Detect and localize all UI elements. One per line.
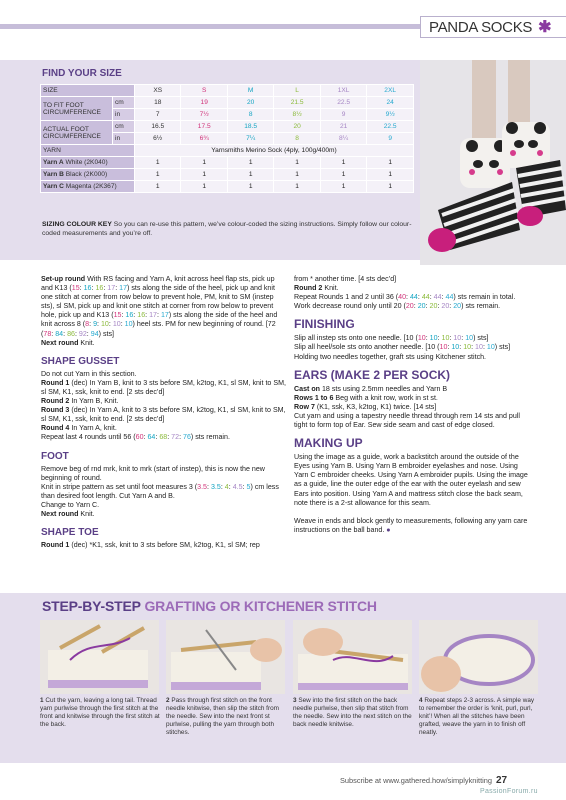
table-cell: 7¼: [227, 133, 273, 145]
step-photo-3: [293, 620, 412, 694]
paragraph: Set-up round With RS facing and Yarn A, knit across heel flap sts, pick up and K13 (15: 16: 16: 17: 17) sts along the side of the heel, pick up and knit one stitch at corner from row below to prevent hole, PM, knit to SM (instep sts), sl SM, pick up and knit one stitch at corner from row below to prevent hole, pick up and K13 (15: 16: 16: 17: 17) sts along the side of the heel and knit across 8 (8: 9: 10: 10: 10) heel sts. PM for new beginning of round. [72 (78: 84: 86: 92: 94) sts] Next round Knit.: [41, 275, 278, 347]
table-cell: 1: [320, 181, 366, 193]
table-cell: 1: [181, 157, 227, 169]
table-cell: 21: [320, 121, 366, 133]
key-title: SIZING COLOUR KEY: [42, 221, 112, 228]
size-2xl: 2XL: [367, 85, 414, 97]
table-row: [41, 85, 414, 97]
yarn-name: Yarn B: [43, 171, 64, 178]
step-number: 3: [293, 697, 297, 704]
table-cell: 17.5: [181, 121, 227, 133]
heading-shape-gusset: SHAPE GUSSET: [41, 355, 120, 367]
yarn-color: Black (2K000): [65, 171, 108, 178]
star-icon: ✱: [538, 19, 552, 36]
table-cell: 22.5: [320, 97, 366, 109]
page-title: PANDA SOCKS: [429, 18, 533, 36]
step-caption-2: [166, 697, 286, 737]
yarn-name: Yarn C: [43, 183, 64, 190]
table-cell: 20: [274, 121, 320, 133]
table-cell: 6½: [135, 133, 181, 145]
size-1xl: 1XL: [320, 85, 366, 97]
page-number: 27: [496, 775, 508, 786]
subscribe-link[interactable]: Subscribe at www.gathered.how/simplyknitting: [340, 776, 492, 785]
table-cell: 18: [135, 97, 181, 109]
heading-shape-toe: SHAPE TOE: [41, 527, 99, 539]
heading-foot: FOOT: [41, 450, 69, 462]
yarn-color: White (2K040): [65, 159, 108, 166]
table-cell: 24: [367, 97, 414, 109]
sizing-colour-key: [42, 220, 412, 238]
size-l: L: [274, 85, 320, 97]
table-cell: 22.5: [367, 121, 414, 133]
actual-circ-label: ACTUAL FOOT CIRCUMFERENCE: [41, 121, 113, 145]
page-footer: [340, 775, 507, 786]
table-cell: 18.5: [227, 121, 273, 133]
heading-ears: EARS (MAKE 2 PER SOCK): [294, 367, 451, 382]
step-text: Pass through first stitch on the front needle knitwise, then slip the stitch from the needle. Sew into the next front st purlwise, pulling the yarn through both stitches.: [166, 697, 279, 736]
header-stripe: [0, 24, 420, 29]
step-title-a: STEP-BY-STEP: [42, 598, 141, 614]
step-title-b: GRAFTING OR KITCHENER STITCH: [144, 598, 377, 614]
page-header: [0, 0, 566, 52]
pattern-column-right: [294, 275, 534, 535]
panda-socks-photo: [420, 60, 566, 265]
step-caption-4: [419, 697, 539, 737]
yarn-label: YARN: [41, 145, 135, 157]
watermark: PassionForum.ru: [480, 788, 538, 795]
unit-cm: cm: [113, 121, 135, 133]
table-cell: 1: [367, 157, 414, 169]
table-cell: 1: [274, 169, 320, 181]
table-cell: 9: [367, 133, 414, 145]
table-row: [41, 121, 414, 133]
step-by-step-title: [42, 598, 377, 614]
step-caption-1: [40, 697, 160, 729]
step-photo-4: [419, 620, 538, 694]
table-cell: 8: [227, 109, 273, 121]
heading-finishing: FINISHING: [294, 317, 355, 332]
header-title-box: [420, 16, 566, 38]
table-cell: 1: [135, 181, 181, 193]
step-number: 4: [419, 697, 423, 704]
table-cell: 7½: [181, 109, 227, 121]
table-cell: 6¾: [181, 133, 227, 145]
paragraph: from * another time. [4 sts dec’d] Round 2 Knit. Repeat Rounds 1 and 2 until 36 (40: 44: 44: 44: 44) sts remain in total. Work decrease round only until 20 (20: 20: 20: 20: 20) sts remain.: [294, 275, 516, 311]
paragraph: Round 1 (dec) *K1, ssk, knit to 3 sts before SM, k2tog, K1, sl SM; rep: [41, 541, 260, 550]
table-cell: 1: [181, 169, 227, 181]
step-caption-3: [293, 697, 413, 729]
paragraph: Do not cut Yarn in this section. Round 1 (dec) In Yarn B, knit to 3 sts before SM, k2tog, K1, sl SM, knit to SM, sl SM, K1, ssk, knit to end. [2 sts dec’d] Round 2 In Yarn B, Knit. Round 3 (dec) In Yarn A, knit to 3 sts before SM, k2tog, K1, sl SM, knit to SM, sl SM, K1, ssk, knit to end. [2 sts dec’d] Round 4 In Yarn A, knit. Repeat last 4 rounds until 56 (60: 64: 68: 72: 76) sts remain.: [41, 369, 286, 442]
yarn-desc: Yarnsmiths Merino Sock (4ply, 100g/400m): [135, 145, 414, 157]
socks-illustration: [420, 60, 566, 265]
step-photo-1: [40, 620, 159, 694]
step-number: 1: [40, 697, 44, 704]
table-cell: 1: [367, 181, 414, 193]
table-cell: 1: [135, 169, 181, 181]
table-cell: 1: [274, 181, 320, 193]
table-cell: 9½: [367, 109, 414, 121]
paragraph: Slip all instep sts onto one needle. [10 (10: 10: 10: 10: 10) sts] Slip all heel/sole sts onto another needle. [10 (10: 10: 10: 10: 10) sts] Holding two needles together, graft sts using Kitchener stitch.: [294, 334, 511, 361]
table-row: [41, 157, 414, 169]
size-section-title: FIND YOUR SIZE: [42, 68, 122, 79]
unit-in: in: [113, 133, 135, 145]
paragraph: Using the image as a guide, work a backstitch around the outside of the Eyes using Yarn B. Using Yarn B embroider eyelashes and nose. Using Yarn C embroider cheeks. Using Yarn A embroider pupils. Using the image as a guide, line the outer edge of the ear with the outer eyelash and sew Ears into position. Using Yarn A and mattress stitch close the back seam, note there is a 2-st allowance for this seam.: [294, 453, 528, 507]
yarn-color: Magenta (2K367): [65, 183, 117, 190]
yarn-c-label: [41, 181, 135, 193]
table-cell: 9: [320, 109, 366, 121]
yarn-a-label: [41, 157, 135, 169]
unit-in: in: [113, 109, 135, 121]
unit-cm: cm: [113, 97, 135, 109]
step-text: Cut the yarn, leaving a long tail. Thread yarn purlwise through the first stitch at the front and knitwise through the first stitch at the back.: [40, 697, 160, 728]
table-cell: 16.5: [135, 121, 181, 133]
table-cell: 21.5: [274, 97, 320, 109]
paragraph: Remove beg of rnd mrk, knit to mrk (start of instep), this is now the new beginning of round. Knit in stripe pattern as set until foot measures 3 (3.5: 3.5: 4: 4.5: 5) cm less than desired foot length. Cut Yarn A and B. Change to Yarn C. Next round Knit.: [41, 464, 279, 518]
table-cell: 1: [227, 181, 273, 193]
step-photo-2: [166, 620, 285, 694]
table-row: [41, 181, 414, 193]
table-cell: 1: [274, 157, 320, 169]
step-text: Sew into the first stitch on the back needle purlwise, then slip that stitch from the needle. Sew into the next stitch on the back needle knitwise.: [293, 697, 412, 728]
size-xs: XS: [135, 85, 181, 97]
paragraph: Weave in ends and block gently to measurements, following any yarn care instructions on the ball band. ●: [294, 516, 528, 534]
table-cell: 1: [367, 169, 414, 181]
pattern-column-left: [41, 275, 287, 550]
table-cell: 1: [181, 181, 227, 193]
paragraph: Cast on 18 sts using 2.5mm needles and Yarn B Rows 1 to 6 Beg with a knit row, work in st st. Row 7 (K1, ssk, K3, k2tog, K1) twice. [14 sts] Cut yarn and using a tapestry needle thread through rem 14 sts and pull tight to form top of Ear. Sew side seam and cast of edge closed.: [294, 384, 520, 430]
table-cell: 8¼: [320, 133, 366, 145]
step-number: 2: [166, 697, 170, 704]
table-cell: 1: [227, 157, 273, 169]
table-row: [41, 97, 414, 109]
size-s: S: [181, 85, 227, 97]
yarn-name: Yarn A: [43, 159, 64, 166]
table-cell: 20: [227, 97, 273, 109]
step-text: Repeat steps 2-3 across. A simple way to remember the order is ‘knit, purl, purl, knit’! When all the stitches have been grafted, weave the yarn in to finish off neatly.: [419, 697, 535, 736]
heading-making-up: MAKING UP: [294, 436, 363, 451]
table-row: [41, 145, 414, 157]
table-row: [41, 169, 414, 181]
table-cell: 1: [320, 157, 366, 169]
table-cell: 7: [135, 109, 181, 121]
size-table: [40, 84, 414, 193]
table-cell: 8½: [274, 109, 320, 121]
yarn-b-label: [41, 169, 135, 181]
size-m: M: [227, 85, 273, 97]
size-label: SIZE: [41, 85, 135, 97]
table-cell: 19: [181, 97, 227, 109]
table-cell: 1: [320, 169, 366, 181]
table-cell: 1: [227, 169, 273, 181]
foot-circ-label: TO FIT FOOT CIRCUMFERENCE: [41, 97, 113, 121]
table-cell: 8: [274, 133, 320, 145]
key-text: So you can re-use this pattern, we’ve colour-coded the sizing instructions. Simply follow our colour-coded measurements and you’re off.: [42, 221, 412, 237]
table-cell: 1: [135, 157, 181, 169]
